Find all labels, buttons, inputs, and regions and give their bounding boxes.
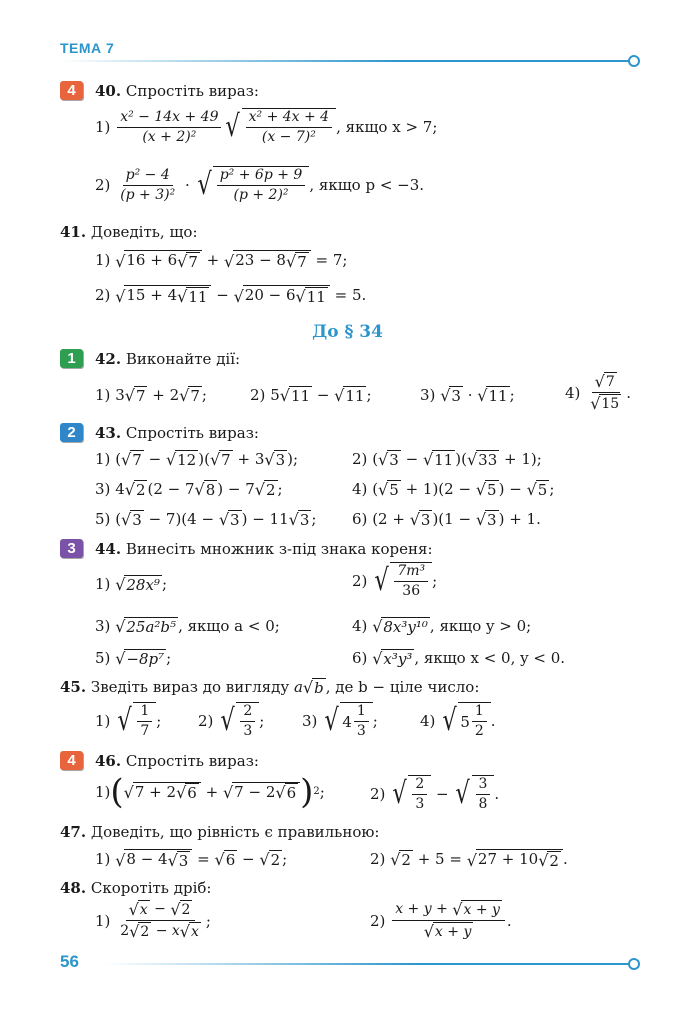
task-47-title: 47. Доведіть, що рівність є правильною:	[60, 823, 380, 841]
task-44-item-4: 4) √ 8x³y¹⁰ , якщо y > 0;	[352, 616, 532, 636]
top-rule	[60, 60, 632, 62]
top-rule-dot	[628, 55, 640, 67]
level-badge-4: 4	[60, 751, 83, 770]
task-44-item-1: 1) √ 28x⁹ ;	[95, 574, 168, 594]
task-40-title: 40. Спростіть вираз:	[95, 82, 259, 100]
task-43-item-5: 5) ( √ 3 − 7)(4 − √ 3 ) − 11 √ 3 ;	[95, 509, 317, 529]
task-40-item-1: 1) $\frac{\text{x² − 14x + 49}}{\text{(x + 2)²}}$ √ $\frac{\text{x² + 4x + 4}}{\text{(x − 7)²}}$ , якщо x > 7;	[95, 108, 438, 145]
task-48-title: 48. Скоротіть дріб:	[60, 879, 212, 897]
task-42-item-2: 2) 5 √ 11 − √ 11 ;	[250, 385, 372, 405]
task-44-item-5: 5) √ −8p⁷ ;	[95, 648, 172, 668]
task-46-item-2: 2) √ $\frac{2}{3}$ − √ $\frac{3}{8}$ .	[370, 776, 500, 812]
task-41-title: 41. Доведіть, що:	[60, 223, 198, 241]
task-42-title: 42. Виконайте дії:	[95, 350, 241, 368]
task-43-item-4: 4) ( √ 5 + 1)(2 − √ 5 ) − √ 5 ;	[352, 479, 555, 499]
task-45-item-1: 1) √ $\frac{1}{7}$ ;	[95, 703, 162, 739]
task-43-item-6: 6) (2 + √ 3 )(1 − √ 3 ) + 1.	[352, 509, 541, 529]
task-48-item-2: 2) x + y + √ x + y √ x + y .	[370, 900, 512, 941]
task-43-title: 43. Спростіть вираз:	[95, 424, 259, 442]
level-badge-2: 2	[60, 423, 83, 442]
task-43-item-2: 2) ( √ 3 − √ 11 )( √ 33 + 1);	[352, 449, 542, 469]
task-44-item-3: 3) √ 25a²b⁵ , якщо a < 0;	[95, 616, 280, 636]
task-44-title: 44. Винесіть множник з-під знака кореня:	[95, 540, 433, 558]
task-46-item-1: 1) ( √ 7 + 2 √ 6 + √ 7 − 2 √ 6 ) 2 ;	[95, 772, 325, 812]
task-43-item-1: 1) ( √ 7 − √ 12 )( √ 7 + 3 √ 3 );	[95, 449, 299, 469]
task-45-item-2: 2) √ $\frac{2}{3}$ ;	[198, 703, 265, 739]
level-badge-1: 1	[60, 349, 83, 368]
task-44-item-6: 6) √ x³y³ , якщо x < 0, y < 0.	[352, 648, 566, 668]
task-43-item-3: 3) 4 √ 2 (2 − 7 √ 8 ) − 7 √ 2 ;	[95, 479, 283, 499]
task-41-item-2: 2) √ 15 + 4 √ 11 − √ 20 − 6 √ 11 = 5.	[95, 286, 367, 306]
level-badge-3: 3	[60, 539, 83, 558]
task-42-item-3: 3) √ 3 · √ 11 ;	[420, 385, 515, 405]
task-46-title: 46. Спростіть вираз:	[95, 752, 259, 770]
task-47-item-1: 1) √ 8 − 4 √ 3 = √ 6 − √ 2 ;	[95, 849, 288, 870]
task-40-item-2: 2) $\frac{\text{p² − 4}}{\text{(p + 3)²}}$ · √ $\frac{\text{p² + 6p + 9}}{\text{(p + 2)²}}$ , якщо p < −3.	[95, 166, 425, 203]
section-heading: До § 34	[312, 322, 383, 342]
bottom-rule	[105, 963, 632, 965]
task-42-item-1: 1) 3 √ 7 + 2 √ 7 ;	[95, 385, 207, 405]
task-45-title: 45. Зведіть вираз до вигляду a √ b , де b − ціле число:	[60, 677, 480, 697]
task-48-item-1: 1) √ x − √ 2 2 √ 2 − x √ x ;	[95, 900, 211, 941]
task-47-item-2: 2) √ 2 + 5 = √ 27 + 10 √ 2 .	[370, 849, 568, 870]
task-45-item-3: 3) √ 4 $\frac{1}{3}$ ;	[302, 703, 378, 739]
task-45-item-4: 4) √ 5 $\frac{1}{2}$ .	[420, 703, 496, 739]
bottom-rule-dot	[628, 958, 640, 970]
level-badge-4: 4	[60, 81, 83, 100]
topic-header: ТЕМА 7	[60, 40, 115, 56]
task-41-item-1: 1) √ 16 + 6 √ 7 + √ 23 − 8 √ 7 = 7;	[95, 251, 348, 271]
task-44-item-2: 2) √ $\frac{\text{7m³}}{36}$ ;	[352, 563, 438, 599]
task-42-item-4: 4) √ 7 √ 15 .	[565, 372, 631, 413]
page-number: 56	[60, 952, 79, 971]
